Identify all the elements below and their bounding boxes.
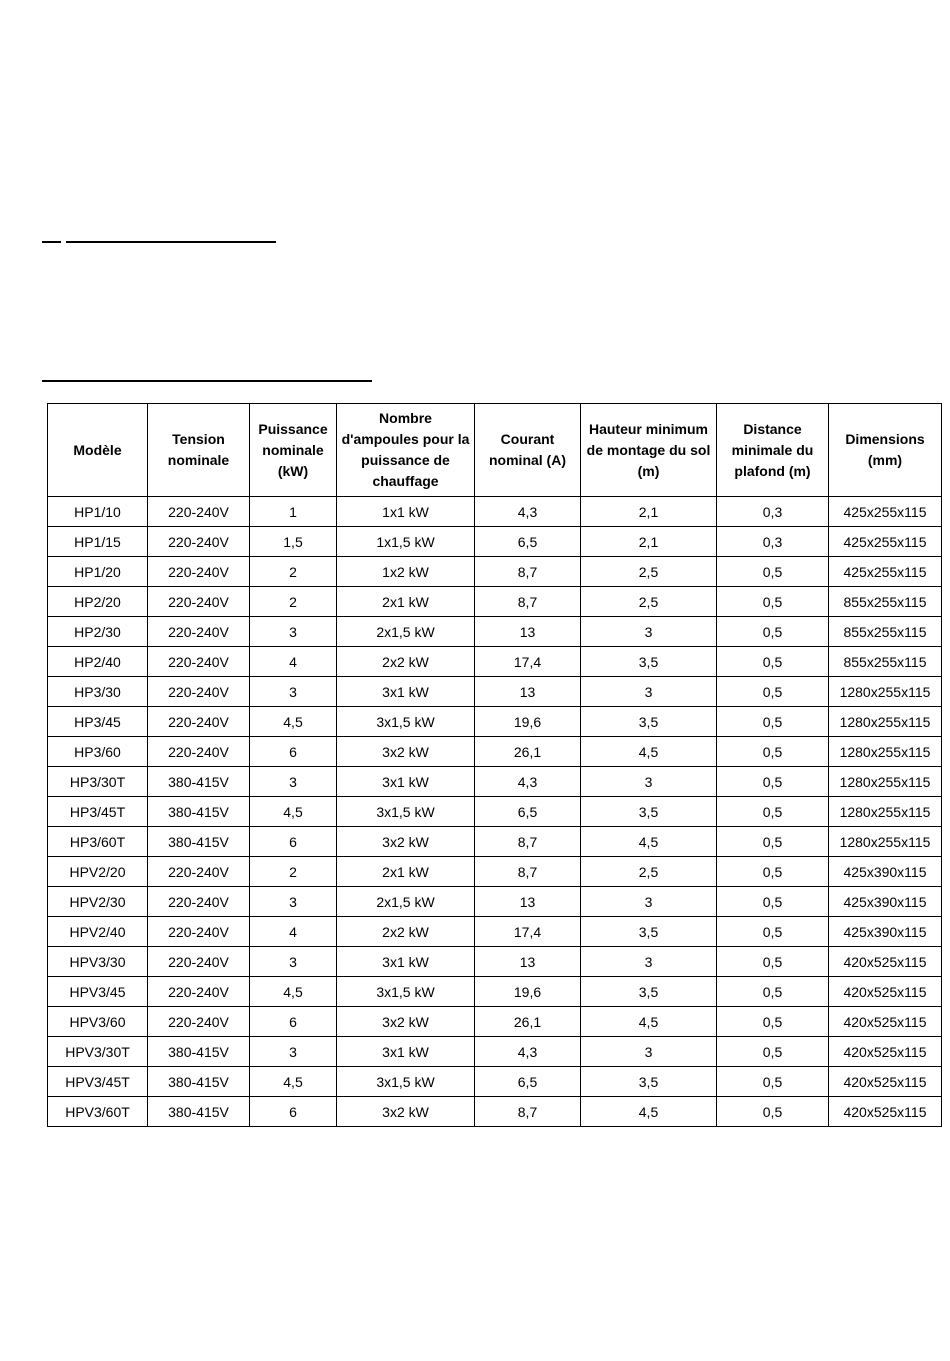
cell-puissance: 6 <box>250 1007 337 1037</box>
cell-modele: HPV3/60T <box>48 1097 148 1127</box>
section-underline <box>42 380 372 382</box>
cell-dimensions: 425x390x115 <box>829 857 942 887</box>
table-row <box>48 977 942 1007</box>
cell-courant: 13 <box>475 617 581 647</box>
header-hauteur: Hauteur minimum de montage du sol (m) <box>581 404 717 497</box>
cell-modele: HP3/45 <box>48 707 148 737</box>
cell-tension: 220-240V <box>148 677 250 707</box>
cell-distance: 0,5 <box>717 1097 829 1127</box>
cell-puissance: 4,5 <box>250 1067 337 1097</box>
cell-ampoules: 2x1,5 kW <box>337 617 475 647</box>
cell-modele: HPV3/30 <box>48 947 148 977</box>
cell-hauteur: 3 <box>581 887 717 917</box>
cell-dimensions: 855x255x115 <box>829 617 942 647</box>
cell-puissance: 6 <box>250 1097 337 1127</box>
cell-distance: 0,5 <box>717 737 829 767</box>
cell-dimensions: 420x525x115 <box>829 1067 942 1097</box>
cell-dimensions: 425x255x115 <box>829 527 942 557</box>
cell-distance: 0,5 <box>717 1067 829 1097</box>
header-courant: Courant nominal (A) <box>475 404 581 497</box>
cell-hauteur: 2,5 <box>581 587 717 617</box>
cell-ampoules: 2x2 kW <box>337 917 475 947</box>
cell-tension: 380-415V <box>148 1067 250 1097</box>
cell-dimensions: 420x525x115 <box>829 977 942 1007</box>
cell-modele: HP1/15 <box>48 527 148 557</box>
table-row <box>48 827 942 857</box>
cell-modele: HPV2/40 <box>48 917 148 947</box>
cell-modele: HP3/60 <box>48 737 148 767</box>
cell-hauteur: 3 <box>581 617 717 647</box>
cell-ampoules: 3x1,5 kW <box>337 977 475 1007</box>
cell-tension: 220-240V <box>148 947 250 977</box>
cell-ampoules: 1x2 kW <box>337 557 475 587</box>
cell-modele: HP2/20 <box>48 587 148 617</box>
header-dimensions: Dimensions (mm) <box>829 404 942 497</box>
cell-puissance: 3 <box>250 947 337 977</box>
cell-hauteur: 4,5 <box>581 827 717 857</box>
cell-puissance: 3 <box>250 767 337 797</box>
cell-courant: 6,5 <box>475 797 581 827</box>
cell-courant: 13 <box>475 887 581 917</box>
cell-distance: 0,5 <box>717 857 829 887</box>
header-ampoules: Nombre d'ampoules pour la puissance de chauffage <box>337 404 475 497</box>
table-row <box>48 587 942 617</box>
table-row <box>48 557 942 587</box>
cell-dimensions: 425x390x115 <box>829 917 942 947</box>
cell-dimensions: 1280x255x115 <box>829 827 942 857</box>
cell-tension: 220-240V <box>148 557 250 587</box>
table-row <box>48 857 942 887</box>
cell-tension: 220-240V <box>148 737 250 767</box>
cell-hauteur: 2,5 <box>581 557 717 587</box>
cell-hauteur: 4,5 <box>581 737 717 767</box>
cell-courant: 8,7 <box>475 557 581 587</box>
cell-tension: 380-415V <box>148 1097 250 1127</box>
cell-distance: 0,5 <box>717 977 829 1007</box>
cell-modele: HP3/60T <box>48 827 148 857</box>
header-tension: Tension nominale <box>148 404 250 497</box>
table-row <box>48 617 942 647</box>
cell-distance: 0,5 <box>717 827 829 857</box>
cell-hauteur: 3,5 <box>581 707 717 737</box>
cell-modele: HP1/10 <box>48 497 148 527</box>
cell-courant: 13 <box>475 947 581 977</box>
cell-puissance: 6 <box>250 737 337 767</box>
cell-ampoules: 3x2 kW <box>337 827 475 857</box>
cell-courant: 4,3 <box>475 767 581 797</box>
specifications-table <box>47 403 942 1127</box>
cell-modele: HP3/30 <box>48 677 148 707</box>
table-body <box>48 497 942 1127</box>
cell-courant: 19,6 <box>475 977 581 1007</box>
cell-courant: 8,7 <box>475 827 581 857</box>
cell-dimensions: 1280x255x115 <box>829 707 942 737</box>
cell-hauteur: 4,5 <box>581 1097 717 1127</box>
cell-modele: HPV2/30 <box>48 887 148 917</box>
cell-dimensions: 1280x255x115 <box>829 767 942 797</box>
cell-puissance: 3 <box>250 617 337 647</box>
cell-hauteur: 3,5 <box>581 647 717 677</box>
cell-ampoules: 3x2 kW <box>337 1097 475 1127</box>
cell-courant: 4,3 <box>475 1037 581 1067</box>
cell-distance: 0,5 <box>717 797 829 827</box>
cell-puissance: 2 <box>250 587 337 617</box>
cell-dimensions: 1280x255x115 <box>829 677 942 707</box>
cell-puissance: 2 <box>250 557 337 587</box>
cell-tension: 220-240V <box>148 587 250 617</box>
cell-courant: 26,1 <box>475 1007 581 1037</box>
cell-ampoules: 3x1 kW <box>337 677 475 707</box>
cell-dimensions: 1280x255x115 <box>829 797 942 827</box>
cell-distance: 0,3 <box>717 497 829 527</box>
cell-dimensions: 855x255x115 <box>829 647 942 677</box>
table-row <box>48 1007 942 1037</box>
cell-tension: 220-240V <box>148 917 250 947</box>
cell-courant: 8,7 <box>475 587 581 617</box>
table-row <box>48 887 942 917</box>
cell-tension: 220-240V <box>148 707 250 737</box>
cell-hauteur: 3 <box>581 767 717 797</box>
cell-puissance: 4 <box>250 917 337 947</box>
cell-ampoules: 2x1,5 kW <box>337 887 475 917</box>
cell-ampoules: 3x1,5 kW <box>337 797 475 827</box>
cell-dimensions: 1280x255x115 <box>829 737 942 767</box>
heading-underline-short <box>42 241 61 243</box>
cell-tension: 220-240V <box>148 857 250 887</box>
cell-tension: 380-415V <box>148 827 250 857</box>
cell-distance: 0,5 <box>717 617 829 647</box>
cell-distance: 0,3 <box>717 527 829 557</box>
table-row <box>48 1037 942 1067</box>
cell-modele: HPV3/45T <box>48 1067 148 1097</box>
cell-hauteur: 3 <box>581 677 717 707</box>
cell-tension: 220-240V <box>148 497 250 527</box>
cell-courant: 6,5 <box>475 527 581 557</box>
cell-modele: HP2/30 <box>48 617 148 647</box>
table-row <box>48 707 942 737</box>
cell-tension: 220-240V <box>148 527 250 557</box>
cell-distance: 0,5 <box>717 1037 829 1067</box>
cell-distance: 0,5 <box>717 767 829 797</box>
cell-tension: 380-415V <box>148 797 250 827</box>
cell-distance: 0,5 <box>717 587 829 617</box>
cell-hauteur: 3,5 <box>581 797 717 827</box>
cell-dimensions: 420x525x115 <box>829 1097 942 1127</box>
table-row <box>48 677 942 707</box>
table-header-row <box>48 404 942 497</box>
cell-hauteur: 3,5 <box>581 917 717 947</box>
cell-courant: 6,5 <box>475 1067 581 1097</box>
cell-hauteur: 3,5 <box>581 1067 717 1097</box>
table-row <box>48 737 942 767</box>
cell-ampoules: 2x2 kW <box>337 647 475 677</box>
cell-distance: 0,5 <box>717 677 829 707</box>
header-puissance: Puissance nominale (kW) <box>250 404 337 497</box>
cell-puissance: 3 <box>250 887 337 917</box>
cell-puissance: 1,5 <box>250 527 337 557</box>
cell-modele: HPV3/30T <box>48 1037 148 1067</box>
cell-tension: 220-240V <box>148 887 250 917</box>
cell-modele: HP3/45T <box>48 797 148 827</box>
cell-modele: HP2/40 <box>48 647 148 677</box>
cell-puissance: 6 <box>250 827 337 857</box>
cell-courant: 17,4 <box>475 647 581 677</box>
cell-ampoules: 3x2 kW <box>337 737 475 767</box>
table-row <box>48 647 942 677</box>
cell-puissance: 4 <box>250 647 337 677</box>
cell-modele: HP1/20 <box>48 557 148 587</box>
cell-courant: 4,3 <box>475 497 581 527</box>
table-row <box>48 1097 942 1127</box>
table-row <box>48 527 942 557</box>
table-row <box>48 797 942 827</box>
cell-distance: 0,5 <box>717 647 829 677</box>
cell-distance: 0,5 <box>717 1007 829 1037</box>
cell-puissance: 4,5 <box>250 707 337 737</box>
cell-tension: 380-415V <box>148 767 250 797</box>
cell-dimensions: 420x525x115 <box>829 947 942 977</box>
cell-dimensions: 425x255x115 <box>829 557 942 587</box>
table-row <box>48 917 942 947</box>
cell-puissance: 4,5 <box>250 797 337 827</box>
cell-hauteur: 3 <box>581 1037 717 1067</box>
header-distance: Distance minimale du plafond (m) <box>717 404 829 497</box>
cell-hauteur: 2,1 <box>581 527 717 557</box>
cell-ampoules: 3x1 kW <box>337 1037 475 1067</box>
cell-hauteur: 2,1 <box>581 497 717 527</box>
heading-underline <box>66 241 276 243</box>
cell-dimensions: 420x525x115 <box>829 1037 942 1067</box>
cell-puissance: 4,5 <box>250 977 337 1007</box>
cell-tension: 220-240V <box>148 617 250 647</box>
cell-ampoules: 2x1 kW <box>337 587 475 617</box>
cell-ampoules: 3x1 kW <box>337 767 475 797</box>
table-row <box>48 497 942 527</box>
cell-courant: 8,7 <box>475 1097 581 1127</box>
table-row <box>48 1067 942 1097</box>
cell-distance: 0,5 <box>717 557 829 587</box>
cell-ampoules: 3x1,5 kW <box>337 707 475 737</box>
cell-courant: 8,7 <box>475 857 581 887</box>
cell-tension: 220-240V <box>148 647 250 677</box>
header-modele: Modèle <box>48 404 148 497</box>
cell-ampoules: 1x1 kW <box>337 497 475 527</box>
cell-distance: 0,5 <box>717 707 829 737</box>
cell-hauteur: 4,5 <box>581 1007 717 1037</box>
cell-courant: 13 <box>475 677 581 707</box>
cell-modele: HPV3/60 <box>48 1007 148 1037</box>
cell-distance: 0,5 <box>717 947 829 977</box>
cell-modele: HP3/30T <box>48 767 148 797</box>
cell-courant: 17,4 <box>475 917 581 947</box>
cell-dimensions: 425x255x115 <box>829 497 942 527</box>
table-row <box>48 947 942 977</box>
cell-ampoules: 1x1,5 kW <box>337 527 475 557</box>
cell-hauteur: 3 <box>581 947 717 977</box>
cell-modele: HPV2/20 <box>48 857 148 887</box>
cell-hauteur: 2,5 <box>581 857 717 887</box>
cell-dimensions: 420x525x115 <box>829 1007 942 1037</box>
cell-puissance: 1 <box>250 497 337 527</box>
table-row <box>48 767 942 797</box>
cell-puissance: 3 <box>250 677 337 707</box>
cell-courant: 19,6 <box>475 707 581 737</box>
cell-ampoules: 3x1,5 kW <box>337 1067 475 1097</box>
cell-ampoules: 3x1 kW <box>337 947 475 977</box>
cell-puissance: 2 <box>250 857 337 887</box>
cell-dimensions: 425x390x115 <box>829 887 942 917</box>
cell-courant: 26,1 <box>475 737 581 767</box>
cell-distance: 0,5 <box>717 917 829 947</box>
cell-tension: 220-240V <box>148 1007 250 1037</box>
cell-ampoules: 3x2 kW <box>337 1007 475 1037</box>
cell-distance: 0,5 <box>717 887 829 917</box>
cell-modele: HPV3/45 <box>48 977 148 1007</box>
cell-tension: 380-415V <box>148 1037 250 1067</box>
cell-ampoules: 2x1 kW <box>337 857 475 887</box>
cell-puissance: 3 <box>250 1037 337 1067</box>
cell-hauteur: 3,5 <box>581 977 717 1007</box>
cell-dimensions: 855x255x115 <box>829 587 942 617</box>
cell-tension: 220-240V <box>148 977 250 1007</box>
